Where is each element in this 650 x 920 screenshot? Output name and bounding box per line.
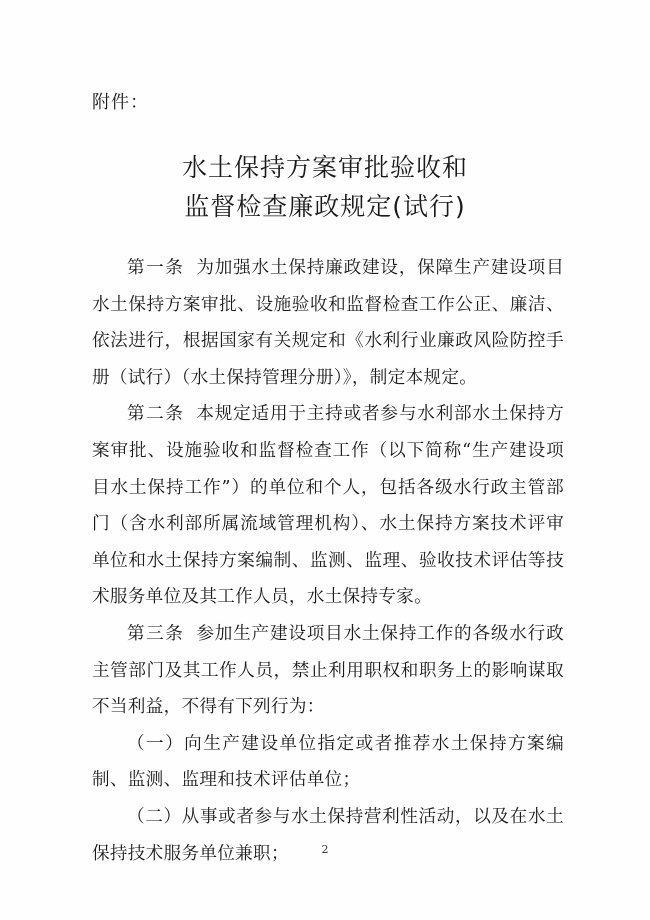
document-title-line-1: 水土保持方案审批验收和 — [181, 153, 468, 182]
article-2-head: 第二条 — [127, 404, 185, 425]
article-3-text: 参加生产建设项目水土保持工作的各级水行政主管部门及其工作人员，禁止利用职权和职务上的影响谋取不当利益，不得有下列行为： — [92, 623, 564, 718]
document-body — [92, 250, 564, 872]
article-1-text: 为加强水土保持廉政建设，保障生产建设项目水土保持方案审批、设施验收和监督检查工作公正、廉洁、依法进行，根据国家有关规定和《水利行业廉政风险防控手册（试行）（水土保持管理分册）》，制定本规定。 — [92, 258, 564, 388]
attachment-label: 附件： — [92, 92, 149, 113]
article-3 — [92, 616, 564, 726]
article-2 — [92, 396, 564, 616]
article-3-item-2-text: （二）从事或者参与水土保持营利性活动，以及在水土保持技术服务单位兼职； — [92, 806, 564, 864]
article-2-text: 本规定适用于主持或者参与水利部水土保持方案审批、设施验收和监督检查工作（以下简称“生产建设项目水土保持工作”）的单位和个人，包括各级水行政主管部门（含水利部所属流域管理机构）、水土保持方案技术评审单位和水土保持方案编制、监测、监理、验收技术评估等技术服务单位及其工作人员，水土保持专家。 — [92, 404, 564, 608]
article-3-item-1 — [92, 726, 564, 799]
article-3-item-2 — [92, 799, 564, 872]
page-number: 2 — [321, 843, 329, 856]
article-1 — [92, 250, 564, 396]
article-1-head: 第一条 — [127, 258, 185, 278]
article-3-item-1-text: （一）向生产建设单位指定或者推荐水土保持方案编制、监测、监理和技术评估单位； — [92, 733, 564, 791]
document-title-line-2: 监督检查廉政规定(试行) — [184, 192, 466, 221]
article-3-head: 第三条 — [127, 623, 185, 644]
